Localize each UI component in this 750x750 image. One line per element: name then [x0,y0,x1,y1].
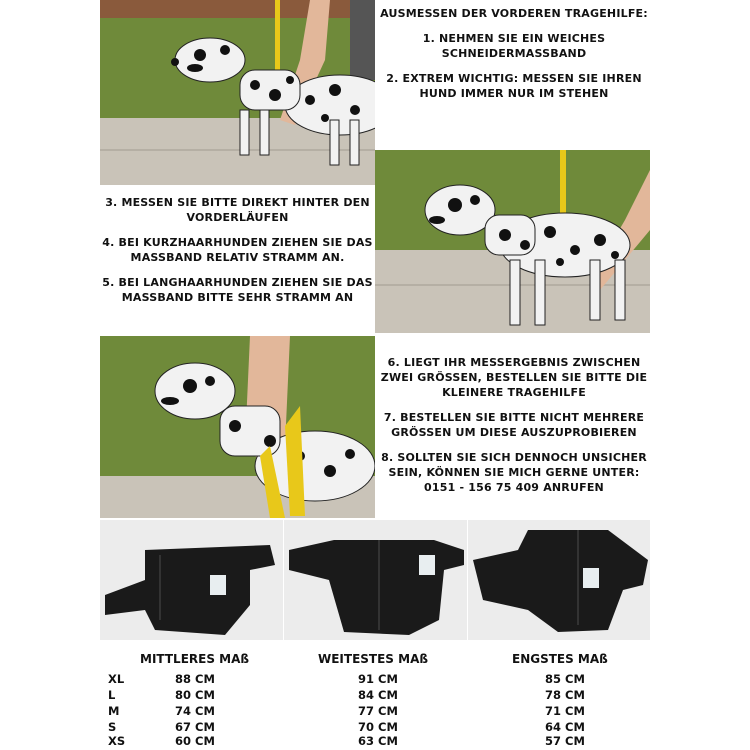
wide-value: 91 CM [358,672,398,686]
wide-value: 84 CM [358,688,398,702]
instructions-block-3 [378,355,650,505]
narrow-value: 85 CM [545,672,585,686]
narrow-value: 64 CM [545,720,585,734]
photo-harness-1 [100,520,283,640]
size-label: L [108,688,116,702]
narrow-value: 78 CM [545,688,585,702]
header-mittleres: MITTLERES MAß [140,652,250,666]
table-row [0,688,750,704]
table-row [0,672,750,688]
table-row [0,734,750,750]
size-label: M [108,704,120,718]
photo-dalmatian-measuring-image [100,336,375,518]
harness-1-image [100,520,283,640]
instruction-step-8: 8. SOLLTEN SIE SICH DENNOCH UNSICHER SEIN, KÖNNEN SIE MICH GERNE UNTER: 0151 - 156 75 409 ANRUFEN [381,451,647,494]
photo-dalmatian-standing-2-image [375,150,650,333]
instruction-step-1: 1. NEHMEN SIE EIN WEICHES SCHNEIDERMASSBAND [422,32,606,60]
instruction-step-4: 4. BEI KURZHAARHUNDEN ZIEHEN SIE DAS MASSBAND RELATIV STRAMM AN. [102,236,373,264]
harness-2-image [284,520,467,640]
narrow-value: 71 CM [545,704,585,718]
mid-value: 67 CM [175,720,215,734]
instruction-step-3: 3. MESSEN SIE BITTE DIREKT HINTER DEN VORDERLÄUFEN [105,196,370,224]
harness-3-image [468,520,650,640]
size-label: XS [108,734,126,748]
instructions-block-1 [378,6,650,111]
mid-value: 80 CM [175,688,215,702]
instructions-block-2 [100,195,375,315]
instruction-title: AUSMESSEN DER VORDEREN TRAGEHILFE: [380,7,648,20]
instruction-step-5: 5. BEI LANGHAARHUNDEN ZIEHEN SIE DAS MASSBAND BITTE SEHR STRAMM AN [102,276,373,304]
mid-value: 74 CM [175,704,215,718]
photo-harness-2 [284,520,467,640]
table-row [0,704,750,720]
narrow-value: 57 CM [545,734,585,748]
photo-dalmatian-standing-1 [100,0,375,185]
photo-dalmatian-standing-1-image [100,0,375,185]
size-label: XL [108,672,125,686]
photo-dalmatian-standing-2 [375,150,650,333]
header-engstes: ENGSTES MAß [512,652,608,666]
wide-value: 70 CM [358,720,398,734]
size-label: S [108,720,117,734]
instruction-step-7: 7. BESTELLEN SIE BITTE NICHT MEHRERE GRÖSSEN UM DIESE AUSZUPROBIEREN [383,411,645,439]
photo-dalmatian-measuring [100,336,375,518]
instruction-step-2: 2. EXTREM WICHTIG: MESSEN SIE IHREN HUND IMMER NUR IM STEHEN [386,72,642,100]
wide-value: 63 CM [358,734,398,748]
wide-value: 77 CM [358,704,398,718]
instruction-step-6: 6. LIEGT IHR MESSERGEBNIS ZWISCHEN ZWEI GRÖSSEN, BESTELLEN SIE BITTE DIE KLEINERE TRAGEHILFE [380,356,648,399]
header-weitestes: WEITESTES MAß [318,652,428,666]
photo-harness-3 [468,520,650,640]
mid-value: 60 CM [175,734,215,748]
mid-value: 88 CM [175,672,215,686]
